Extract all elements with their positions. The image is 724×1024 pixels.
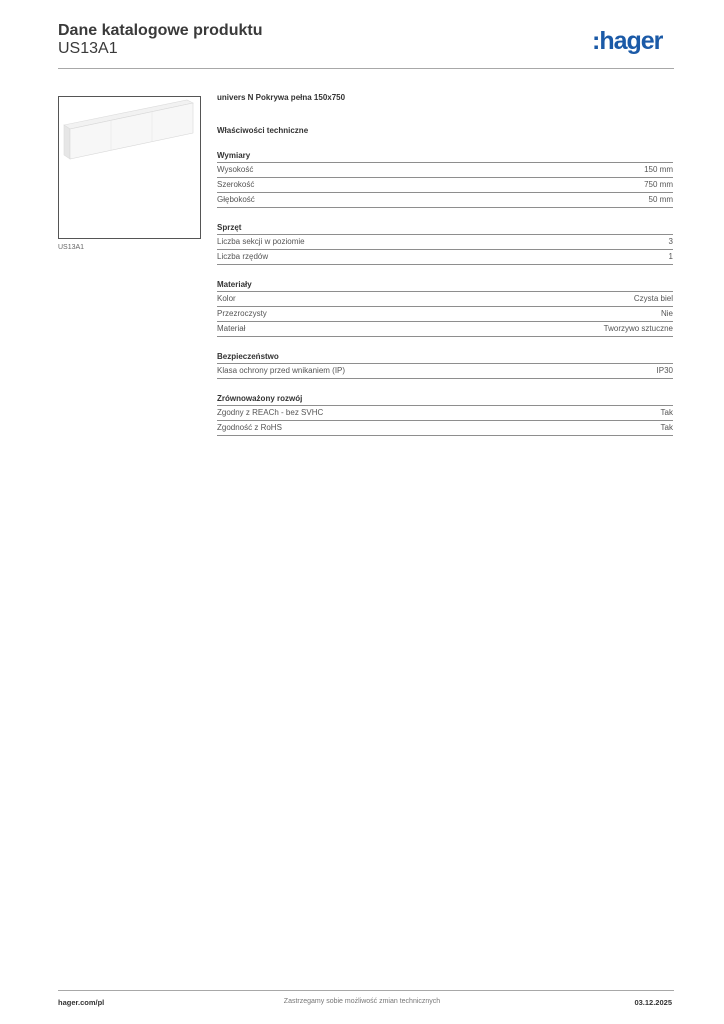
spec-row [217, 193, 673, 208]
spec-row [217, 235, 673, 250]
spec-row [217, 322, 673, 337]
spec-label: Głębokość [217, 195, 255, 204]
spec-label: Klasa ochrony przed wnikaniem (IP) [217, 366, 346, 375]
spec-value: Tak [660, 408, 673, 417]
hager-logo [592, 28, 674, 56]
spec-label: Wysokość [217, 165, 254, 174]
spec-label: Kolor [217, 294, 236, 303]
product-details [217, 92, 673, 436]
spec-value: 50 mm [648, 195, 673, 204]
group-safety [217, 350, 673, 379]
spec-value: IP30 [656, 366, 673, 375]
product-code: US13A1 [58, 40, 118, 57]
header-divider [58, 68, 674, 69]
group-title: Materiały [217, 278, 673, 292]
footer-website-link[interactable]: hager.com/pl [58, 998, 105, 1007]
product-name: univers N Pokrywa pełna 150x750 [217, 93, 346, 102]
spec-label: Przezroczysty [217, 309, 267, 318]
spec-row [217, 421, 673, 436]
cover-panel-illustration [59, 97, 200, 238]
spec-row [217, 307, 673, 322]
group-title: Wymiary [217, 149, 673, 163]
image-caption: US13A1 [58, 244, 85, 251]
product-image [58, 96, 201, 239]
spec-label: Materiał [217, 324, 246, 333]
footer-disclaimer: Zastrzegamy sobie możliwość zmian technicznych [283, 998, 441, 1005]
properties-title: Właściwości techniczne [217, 126, 309, 135]
spec-value: Nie [660, 309, 673, 318]
spec-value: 1 [668, 252, 673, 261]
spec-row [217, 178, 673, 193]
spec-value: 150 mm [644, 165, 673, 174]
spec-row [217, 292, 673, 307]
spec-label: Zgodny z REACh - bez SVHC [217, 408, 324, 417]
spec-row [217, 364, 673, 379]
group-title: Zrównoważony rozwój [217, 392, 673, 406]
spec-value: 750 mm [644, 180, 673, 189]
group-materials [217, 278, 673, 337]
spec-value: Tak [660, 423, 673, 432]
spec-label: Zgodność z RoHS [217, 423, 282, 432]
group-dimensions [217, 149, 673, 208]
group-equipment [217, 221, 673, 265]
spec-row [217, 406, 673, 421]
spec-label: Szerokość [217, 180, 255, 189]
spec-label: Liczba sekcji w poziomie [217, 237, 305, 246]
spec-row [217, 163, 673, 178]
document-title: Dane katalogowe produktu [58, 22, 263, 39]
spec-label: Liczba rzędów [217, 252, 269, 261]
group-title: Sprzęt [217, 221, 673, 235]
svg-text::hager: :hager [592, 28, 663, 55]
footer-divider [58, 990, 674, 991]
spec-value: Tworzywo sztuczne [603, 324, 673, 333]
spec-value: 3 [668, 237, 673, 246]
spec-row [217, 250, 673, 265]
spec-value: Czysta biel [633, 294, 673, 303]
group-title: Bezpieczeństwo [217, 350, 673, 364]
group-sustainability [217, 392, 673, 436]
footer-date: 03.12.2025 [634, 998, 672, 1007]
